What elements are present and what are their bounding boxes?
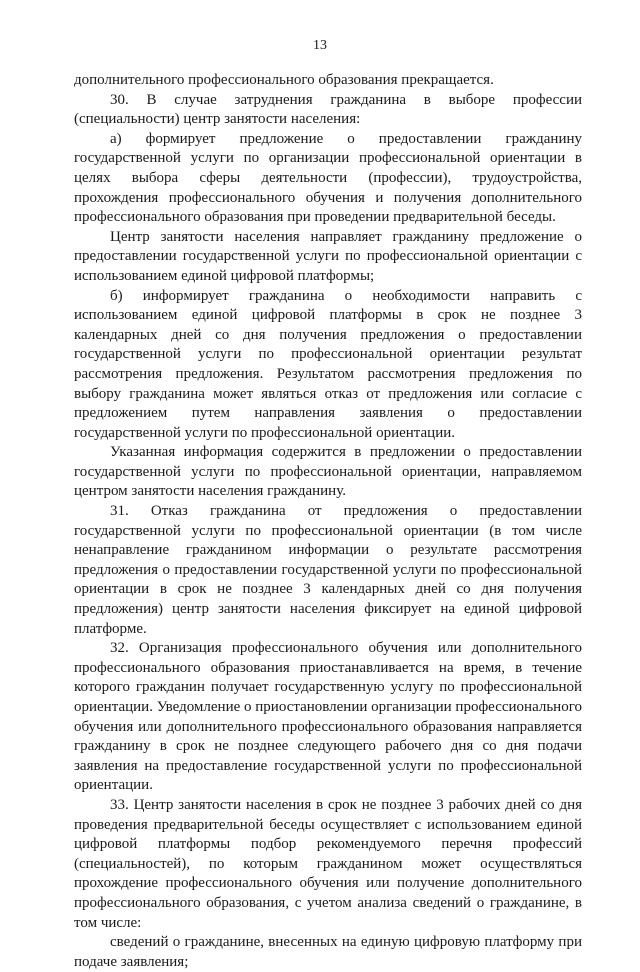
paragraph-subitem-b: б) информирует гражданина о необходимости направить с использованием единой цифровой платформы в срок не позднее 3 календарных дней со дня получения предложения о предоставлении государственной услуги по профессиональной ориентации результат рассмотрения предложения. Результатом рассмотрения предложения по выбору гражданина может являться отказ от предложения или согласие с предложением путем направления заявления о предоставлении государственной услуги по профессиональной ориентации.: [74, 287, 582, 441]
paragraph-item-30: 30. В случае затруднения гражданина в выборе профессии (специальности) центр занятости населения:: [74, 91, 582, 128]
paragraph-subitem-a: а) формирует предложение о предоставлении гражданину государственной услуги по организации профессиональной ориентации в целях выбора сферы деятельности (профессии), трудоустройства, прохождения профессионального обучения и получения дополнительного профессионального образования при проведении предварительной беседы.: [74, 130, 582, 226]
paragraph-continuation: дополнительного профессионального образования прекращается.: [74, 72, 494, 88]
paragraph-subitem-a-note: Центр занятости населения направляет гражданину предложение о предоставлении государственной услуги по профессиональной ориентации с использованием единой цифровой платформы;: [74, 228, 582, 284]
paragraph-item-31: 31. Отказ гражданина от предложения о предоставлении государственной услуги по профессиональной ориентации (в том числе ненаправление гражданином информации о результате рассмотрения предложения о предоставлении государственной услуги по профессиональной ориентации в срок не позднее 3 календарных дней со дня получения предложения) центр занятости населения фиксирует на единой цифровой платформе.: [74, 503, 582, 637]
document-body: [74, 71, 582, 972]
paragraph-item-32: 32. Организация профессионального обучения или дополнительного профессионального образования приостанавливается на время, в течение которого гражданин получает государственную услугу по профессиональной ориентации. Уведомление о приостановлении организации профессионального обучения или дополнительного профессионального образования направляется гражданину в срок не позднее следующего рабочего дня со дня подачи заявления на предоставление государственной услуги по профессиональной ориентации.: [74, 640, 582, 794]
paragraph-item-33: 33. Центр занятости населения в срок не позднее 3 рабочих дней со дня проведения предварительной беседы осуществляет с использованием единой цифровой платформы подбор рекомендуемого перечня профессий (специальностей), по которым гражданином может осуществляться прохождение профессионального обучения или получение дополнительного профессионального образования, с учетом анализа сведений о гражданине, в том числе:: [74, 796, 582, 931]
paragraph-item-33-list-entry: сведений о гражданине, внесенных на единую цифровую платформу при подаче заявления;: [74, 934, 582, 970]
page-number: 13: [313, 38, 327, 53]
paragraph-subitem-b-note: Указанная информация содержится в предложении о предоставлении государственной услуги по профессиональной ориентации, направляемом центром занятости населения гражданину.: [74, 444, 582, 500]
